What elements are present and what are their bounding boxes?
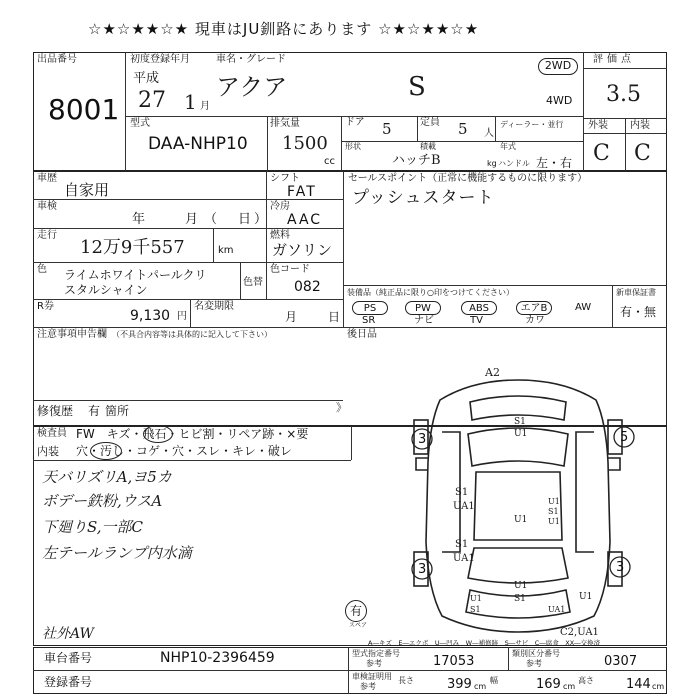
displacement-unit: cc (324, 156, 335, 167)
vehicle-cert-label: 車検証明用 (352, 672, 392, 681)
drive-4wd: 4WD (546, 94, 573, 107)
mark-u1-trunk: U1 (514, 581, 528, 591)
shift-label: シフト (270, 173, 300, 184)
color-value-1: ライムホワイトパールクリ (64, 268, 207, 282)
inspection-year-unit: 年 (132, 212, 146, 227)
handwritten-footer: 社外AW (42, 626, 94, 642)
drive-2wd: 2WD (538, 58, 578, 75)
equip-airbag: エアB (516, 301, 552, 315)
recycle-unit: 円 (177, 311, 187, 322)
history-value: 自家用 (64, 181, 110, 199)
tire-rear-right: 3 (616, 560, 625, 575)
check-line-2: 穴・汚し・コゲ・穴・スレ・キレ・破レ (76, 444, 292, 458)
legend: A―キズ E―エクボ U―凹み W―補修跡 S―サビ C―腐食 XX―交換済 (368, 639, 601, 647)
name-change-day: 日 (328, 310, 341, 324)
width-unit: cm (563, 682, 576, 691)
mark-s1-rp: S1 (548, 507, 559, 516)
recycle-value: 9,130 (130, 308, 171, 324)
grade: S (408, 72, 426, 102)
reg-month-unit: 月 (200, 101, 210, 112)
class-number-sub: 参考 (526, 659, 542, 668)
tire-rear-left: 3 (418, 562, 427, 577)
mileage-unit: km (218, 245, 234, 256)
equip-tv: TV (470, 315, 483, 326)
aircon-value: AAC (287, 212, 323, 228)
color-label: 色 (37, 264, 47, 275)
equip-navi: ナビ (414, 315, 434, 326)
mark-s1-left: S1 (455, 487, 469, 498)
kg-label: kg (487, 159, 497, 168)
recycle-label: R券 (37, 301, 54, 312)
mark-u1-roof: U1 (514, 429, 528, 439)
vehicle-cert-sub: 参考 (360, 682, 376, 691)
model-value: DAA-NHP10 (148, 134, 248, 154)
registration-label: 登録番号 (44, 675, 93, 689)
check-label-2: 内装 (37, 445, 59, 458)
mileage-label: 走行 (37, 230, 57, 241)
mark-s1-rb: S1 (470, 605, 481, 614)
inspection-month-unit: 月 (185, 212, 199, 227)
repair-value: 有 (88, 404, 101, 418)
model-label: 型式 (130, 118, 150, 129)
reg-month: 1 (184, 90, 197, 114)
aircon-label: 冷房 (270, 201, 290, 212)
first-reg-label: 初度登録年月 (130, 54, 190, 65)
interior-label: 内装 (630, 120, 650, 131)
grade-score: 3.5 (606, 82, 641, 107)
sales-point-value: プッシュスタート (352, 188, 495, 208)
shift-value: FAT (287, 184, 317, 200)
type-designation-label: 型式指定番号 (352, 649, 400, 658)
spare-value: 有 (345, 600, 367, 622)
mark-u1-rb: U1 (470, 594, 482, 603)
dealer-label: ディーラー・並行 (500, 120, 564, 129)
repair-unit: 箇所 (105, 404, 130, 418)
equip-ps: PS (352, 301, 388, 315)
mark-ua1-rear-left: UA1 (453, 553, 475, 564)
grade-panel-label: 評価点 (593, 54, 635, 65)
color-value-2: スタルシャイン (64, 283, 148, 297)
exterior-label: 外装 (588, 120, 608, 131)
check-line-1: FW キズ・飛石・ヒビ割・リペア跡・×要 (76, 427, 309, 441)
notes-label: 注意事項申告欄 (37, 329, 107, 340)
capacity-label: 定員 (420, 117, 440, 128)
fuel-value: ガソリン (272, 241, 333, 259)
length-label: 長さ (398, 676, 414, 685)
equip-pw: PW (405, 301, 441, 315)
equipment-label: 装備品（純正品に限り○印をつけてください） (347, 288, 514, 297)
mark-s1-rear-left: S1 (455, 539, 469, 550)
lot-label: 出品番号 (37, 54, 77, 65)
notes-sub: （不具合内容等は具体的に記入して下さい） (112, 330, 272, 339)
inspection-day-unit: 日 (238, 212, 252, 227)
length-unit: cm (474, 682, 487, 691)
after-fit-label: 後日品 (347, 329, 377, 340)
equip-abs: ABS (461, 301, 497, 315)
color-code: 082 (294, 279, 321, 295)
mark-s1-roof: S1 (514, 417, 526, 427)
equip-aw: AW (575, 302, 592, 313)
displacement-value: 1500 (282, 133, 328, 154)
name-change-label: 名変期限 (194, 301, 234, 312)
interior-grade: C (634, 141, 651, 166)
width-label: 幅 (490, 676, 498, 685)
spare-label: スペア (349, 622, 368, 629)
equip-sr: SR (362, 315, 376, 326)
mark-ua1-left: UA1 (453, 501, 475, 512)
car-name: アクア (216, 73, 288, 101)
displacement-label: 排気量 (270, 118, 300, 129)
mark-u1-right: U1 (579, 592, 593, 602)
exterior-grade: C (593, 141, 610, 166)
banner: ☆★☆★★☆★ 現車はJU釧路にあります ☆★☆★★☆★ (88, 20, 480, 38)
type-designation-sub: 参考 (366, 659, 382, 668)
handwritten-note-4: 左テールランプ内水滴 (42, 544, 192, 562)
class-number-value: 0307 (604, 654, 638, 669)
height-label: 高さ (578, 676, 594, 685)
car-name-label: 車名・グレード (216, 54, 286, 65)
mark-s1-trunk: S1 (514, 594, 526, 604)
capacity-value: 5 (458, 120, 468, 138)
capacity-unit: 人 (484, 128, 494, 139)
color-code-label: 色コード (270, 264, 310, 275)
handwritten-note-1: 天バリズリA,ヨ5カ (42, 468, 172, 486)
class-number-label: 類別区分番号 (512, 649, 560, 658)
load-label: 積載 (420, 142, 436, 151)
equip-leather: カワ (525, 315, 545, 326)
mark-ua1-rb: UA1 (548, 605, 566, 614)
type-designation-value: 17053 (433, 654, 475, 669)
history-label: 車歴 (37, 173, 57, 184)
mark-a2: A2 (485, 366, 500, 379)
lot-number: 8001 (48, 93, 120, 126)
chassis-value: NHP10-2396459 (160, 650, 275, 666)
repair-label: 修復歴 (37, 404, 74, 418)
handwritten-note-2: ボデー鉄粉,ウスA (42, 492, 163, 510)
chassis-label: 車台番号 (44, 651, 93, 665)
doors-label: ドア (345, 117, 365, 128)
shape-value: ハッチB (392, 153, 441, 168)
tire-front-left: 3 (418, 432, 427, 447)
mileage-value: 12万9千557 (80, 237, 185, 258)
year-label: 年式 (500, 142, 516, 151)
handwritten-note-3: 下廻りS,一部C (42, 518, 143, 536)
name-change-month: 月 (285, 310, 298, 324)
warranty-value: 有・無 (620, 305, 657, 319)
check-label: 検査員 (37, 428, 67, 439)
warranty-label: 新車保証書 (616, 288, 656, 297)
doors-value: 5 (382, 120, 392, 138)
fuel-label: 燃料 (270, 230, 290, 241)
sales-point-label: セールスポイント（正常に機能するものに限ります） (348, 173, 588, 184)
height-unit: cm (652, 682, 665, 691)
handle-label: ハンドル (498, 159, 530, 168)
mark-u1-center: U1 (514, 515, 528, 525)
tire-front-right: 5 (620, 430, 629, 445)
height-value: 144 (626, 677, 651, 692)
mark-u1-rp2: U1 (548, 517, 560, 526)
inspection-label: 車検 (37, 201, 57, 212)
mark-c2-ua1: C2,UA1 (560, 627, 599, 638)
length-value: 399 (447, 677, 472, 692)
reg-year: 27 (138, 88, 166, 113)
mark-u1-rp: U1 (548, 497, 560, 506)
width-value: 169 (536, 677, 561, 692)
era: 平成 (133, 71, 160, 86)
color-change-label: 色替 (243, 277, 263, 288)
shape-label: 形状 (345, 142, 361, 151)
handle-value: 左・右 (536, 156, 573, 170)
